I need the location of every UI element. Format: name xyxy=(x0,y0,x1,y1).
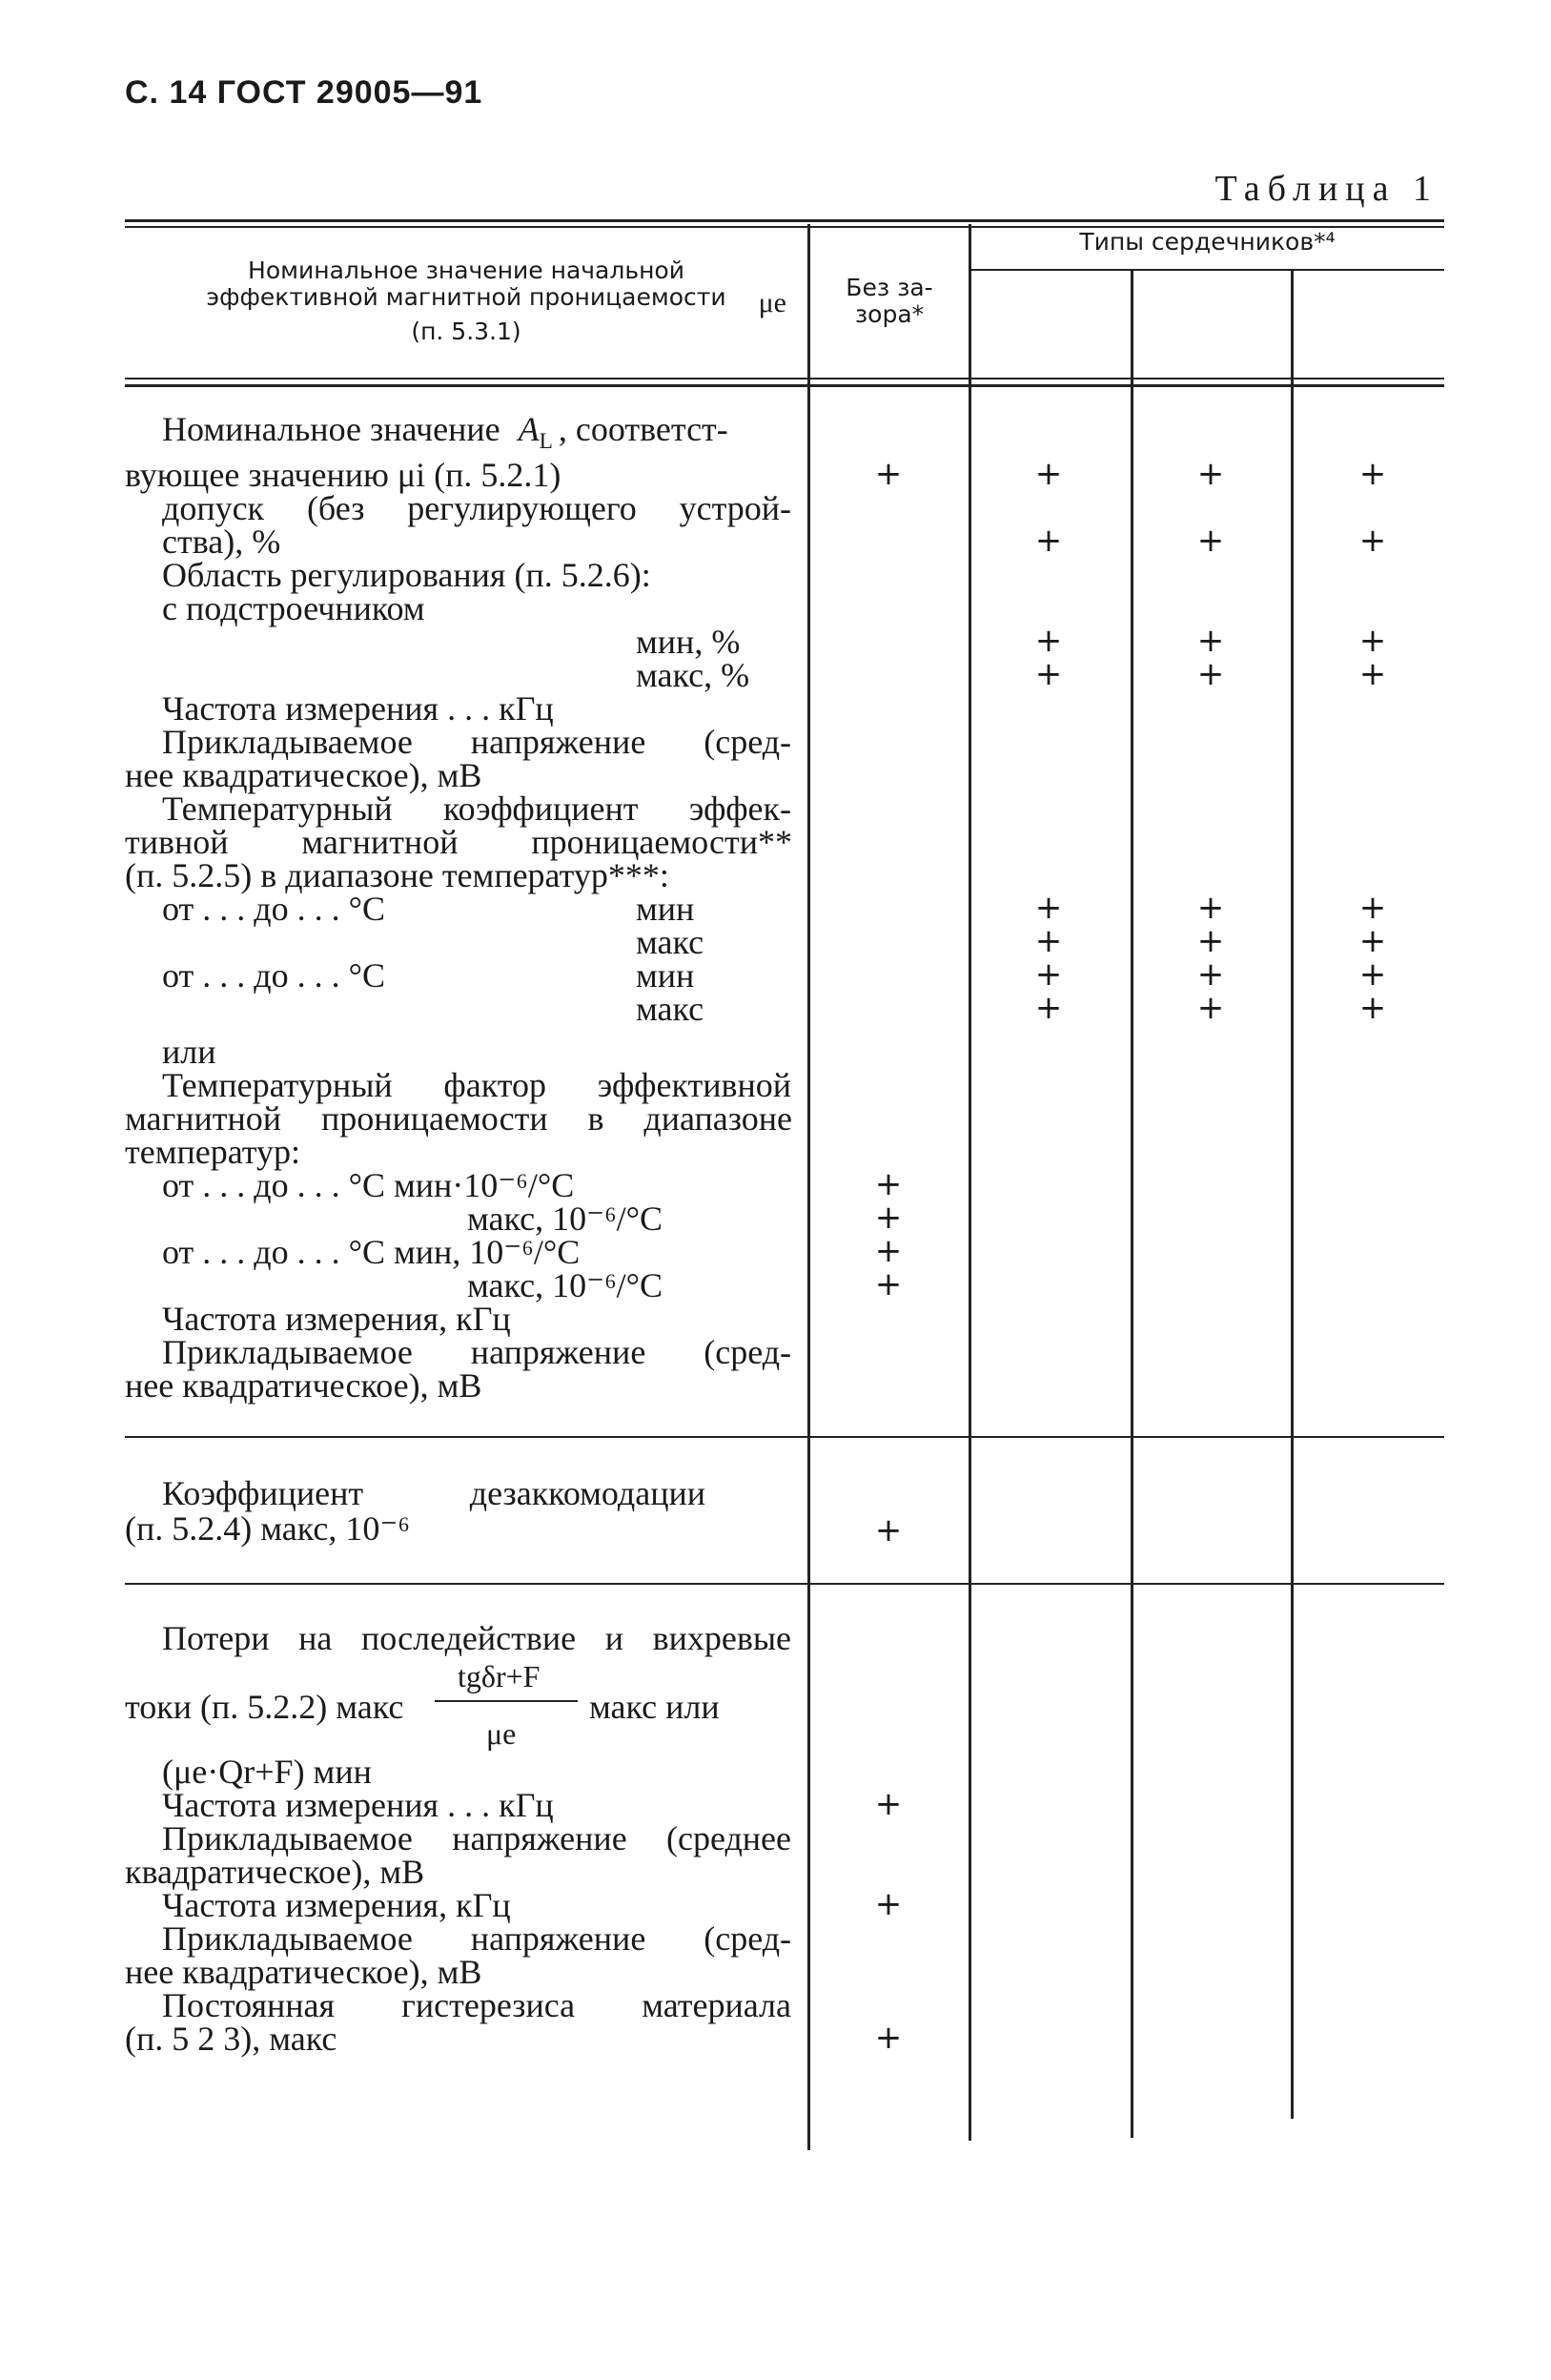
mark: + xyxy=(1358,455,1387,493)
s1-line1-symbol: A xyxy=(518,410,540,448)
s1-line15-right: мин xyxy=(636,890,695,928)
s3-line2-start: токи (п. 5.2.2) макс xyxy=(125,1688,404,1726)
header-parameter-line1: Номинальное значение начальной xyxy=(248,256,684,284)
s3-line8: Прикладываемое напряжение (сред- xyxy=(162,1919,791,1958)
s1-line9: Частота измерения . . . кГц xyxy=(162,689,554,728)
s1-line28: Прикладываемое напряжение (сред- xyxy=(162,1333,791,1371)
s3-line10: Постоянная гистерезиса материала xyxy=(162,1986,791,2024)
mark: + xyxy=(874,2019,903,2057)
mark: + xyxy=(1358,622,1387,660)
s1-line21: магнитной проницаемости в диапазоне xyxy=(125,1099,792,1138)
mark: + xyxy=(1034,955,1063,994)
mark: + xyxy=(1358,989,1387,1027)
mark: + xyxy=(1034,989,1063,1027)
s1-line10: Прикладываемое напряжение (сред- xyxy=(162,723,791,761)
mark: + xyxy=(1034,622,1063,660)
s1-line15: от . . . до . . . °С xyxy=(162,890,385,928)
mark: + xyxy=(1358,922,1387,960)
mark: + xyxy=(874,455,903,493)
mark: + xyxy=(1196,622,1225,660)
s3-line6: квадратическое), мВ xyxy=(125,1853,425,1891)
s2-line1: Коэффициент дезаккомодации xyxy=(162,1474,705,1512)
mark: + xyxy=(874,1165,903,1203)
s1-line6: с подстроечником xyxy=(162,589,425,627)
col-divider-3 xyxy=(1131,269,1133,2138)
col-divider-2 xyxy=(969,224,971,2141)
mark: + xyxy=(1358,655,1387,693)
s1-line22: температур: xyxy=(125,1133,301,1171)
core-types-rule xyxy=(970,269,1444,271)
mark: + xyxy=(1034,655,1063,693)
col-divider-4 xyxy=(1291,269,1294,2119)
s1-line26: макс, 10⁻⁶/°С xyxy=(467,1266,663,1304)
col-divider-1 xyxy=(807,224,810,2150)
header-gapless-line1: Без за- xyxy=(846,274,933,301)
s1-line1-tail: , соответст- xyxy=(558,410,728,448)
s1-line16-right: макс xyxy=(636,923,704,961)
s3-fraction-numerator: tgδr+F xyxy=(458,1659,541,1693)
s1-line23: от . . . до . . . °С мин·10⁻⁶/°С xyxy=(162,1166,575,1204)
mark: + xyxy=(1034,455,1063,493)
mark: + xyxy=(874,1885,903,1923)
s1-line17-right: мин xyxy=(636,956,695,995)
s3-line5: Прикладываемое напряжение (среднее xyxy=(162,1819,791,1857)
s1-line3: допуск (без регулирующего устрой- xyxy=(162,489,791,527)
page-header: С. 14 ГОСТ 29005—91 xyxy=(125,74,483,111)
s1-line27: Частота измерения, кГц xyxy=(162,1300,511,1338)
mark: + xyxy=(1196,922,1225,960)
mark: + xyxy=(1196,955,1225,994)
mark: + xyxy=(1034,922,1063,960)
s1-line12: Температурный коэффициент эффек- xyxy=(162,790,791,828)
s1-line24: макс, 10⁻⁶/°С xyxy=(467,1200,663,1238)
mark: + xyxy=(1196,522,1225,560)
mark: + xyxy=(1034,522,1063,560)
header-parameter-line2: эффективной магнитной проницаемости xyxy=(206,283,726,311)
s3-line3: (μe·Qr+F) мин xyxy=(162,1753,372,1791)
s1-line14: (п. 5.2.5) в диапазоне температур***: xyxy=(125,856,669,894)
mark: + xyxy=(1358,889,1387,927)
header-gapless xyxy=(810,275,969,328)
header-rule xyxy=(125,378,1444,380)
s1-line8: макс, % xyxy=(636,656,750,694)
mark: + xyxy=(874,1199,903,1237)
s1-line13: тивной магнитной проницаемости** xyxy=(125,823,792,861)
s3-line7: Частота измерения, кГц xyxy=(162,1886,511,1924)
s3-fraction-bar xyxy=(435,1700,578,1702)
mark: + xyxy=(1196,989,1225,1027)
mark: + xyxy=(1196,889,1225,927)
mark: + xyxy=(874,1785,903,1823)
s1-line1 xyxy=(162,412,728,459)
header-parameter xyxy=(125,257,807,345)
s1-line4: ства), % xyxy=(162,523,281,561)
mark: + xyxy=(1358,955,1387,994)
mark: + xyxy=(1196,655,1225,693)
s3-line11: (п. 5 2 3), макс xyxy=(125,2020,337,2058)
s2-line2: (п. 5.2.4) макс, 10⁻⁶ xyxy=(125,1509,410,1548)
header-parameter-symbol: μe xyxy=(758,287,786,318)
s1-line1-text: Номинальное значение xyxy=(162,410,500,448)
section-rule-1 xyxy=(125,1436,1444,1438)
mark: + xyxy=(874,1265,903,1303)
s1-line25: от . . . до . . . °С мин, 10⁻⁶/°С xyxy=(162,1233,581,1271)
s3-line1: Потери на последействие и вихревые xyxy=(162,1619,791,1657)
header-parameter-row2 xyxy=(125,283,807,318)
mark: + xyxy=(1358,522,1387,560)
mark: + xyxy=(874,1232,903,1270)
s1-line20: Температурный фактор эффективной xyxy=(162,1066,791,1104)
s1-line19: или xyxy=(162,1033,216,1071)
header-parameter-ref: (п. 5.3.1) xyxy=(411,318,521,345)
table-caption: Таблица 1 xyxy=(1214,169,1439,209)
s3-line4: Частота измерения . . . кГц xyxy=(162,1786,554,1824)
s3-line9: нее квадратическое), мВ xyxy=(125,1953,482,1991)
s1-line1-subscript: L xyxy=(539,429,553,455)
header-core-types: Типы сердечников*⁴ xyxy=(1079,228,1336,256)
s1-line2: вующее значению μi (п. 5.2.1) xyxy=(125,456,561,494)
s3-line2-end: макс или xyxy=(589,1688,720,1726)
table-top-rule xyxy=(125,219,1444,222)
s1-line5: Область регулирования (п. 5.2.6): xyxy=(162,556,651,594)
s1-line18-right: макс xyxy=(636,990,704,1028)
s1-line29: нее квадратическое), мВ xyxy=(125,1366,482,1405)
mark: + xyxy=(874,1511,903,1549)
s1-line11: нее квадратическое), мВ xyxy=(125,756,482,794)
mark: + xyxy=(1196,455,1225,493)
s1-line17: от . . . до . . . °С xyxy=(162,956,385,995)
section-rule-2 xyxy=(125,1583,1444,1585)
header-gapless-line2: зора* xyxy=(854,300,925,328)
s3-fraction-denominator: μe xyxy=(486,1716,517,1751)
header-rule-2 xyxy=(125,384,1444,387)
mark: + xyxy=(1034,889,1063,927)
s1-line7: мин, % xyxy=(636,623,741,661)
